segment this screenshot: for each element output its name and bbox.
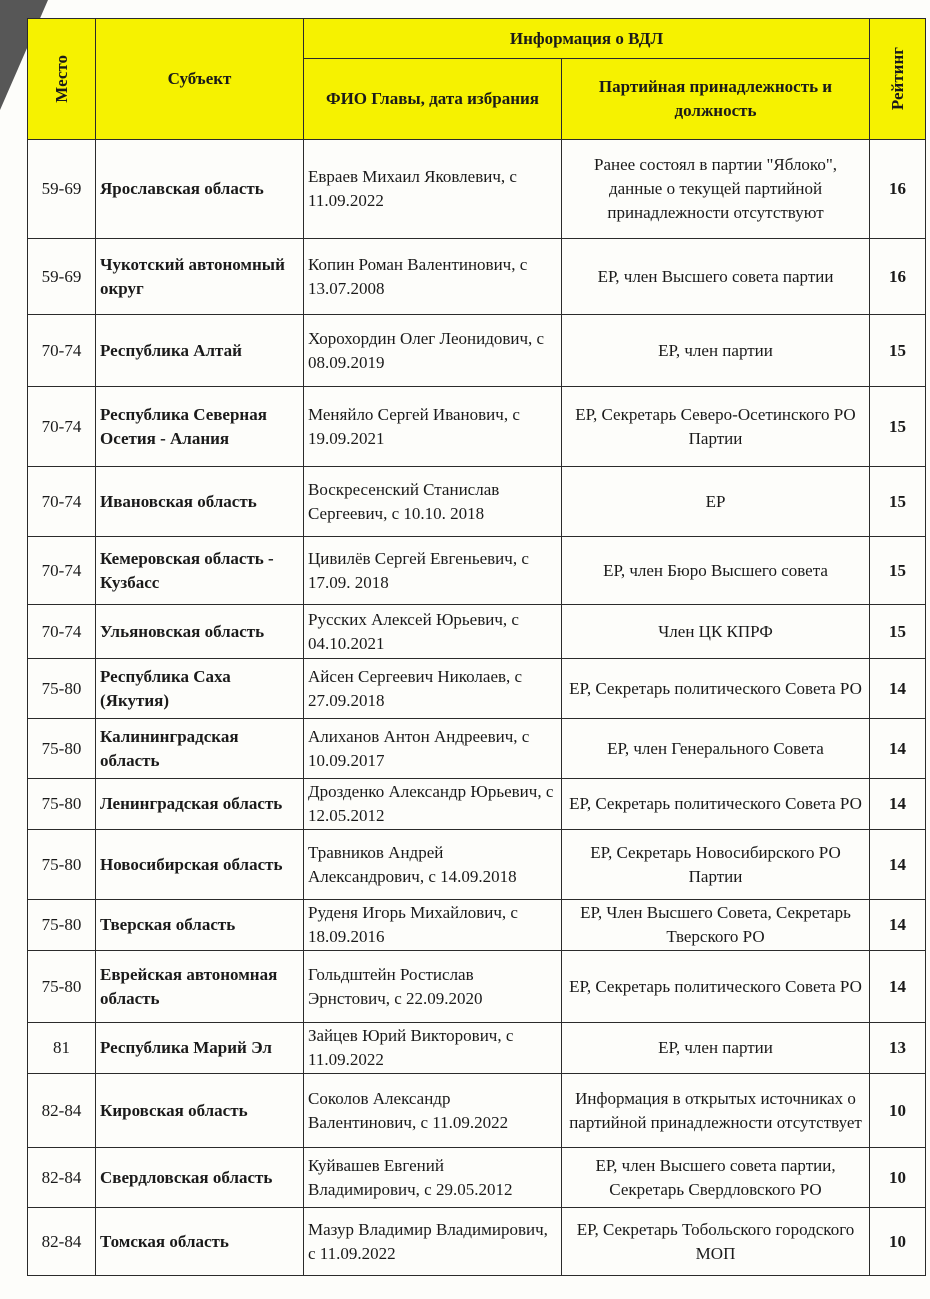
cell-party: ЕР, член Генерального Совета <box>562 719 870 779</box>
cell-place: 70-74 <box>28 315 96 387</box>
cell-subject: Кемеровская область - Кузбасс <box>96 537 304 605</box>
header-subject: Субъект <box>96 19 304 140</box>
table-row <box>28 1148 926 1208</box>
cell-place: 70-74 <box>28 537 96 605</box>
cell-rating: 15 <box>870 315 926 387</box>
cell-party: ЕР, Секретарь политического Совета РО <box>562 659 870 719</box>
cell-subject: Республика Алтай <box>96 315 304 387</box>
cell-party: ЕР, член Высшего совета партии <box>562 239 870 315</box>
cell-place: 75-80 <box>28 951 96 1023</box>
cell-head-name: Алиханов Антон Андреевич, с 10.09.2017 <box>304 719 562 779</box>
table-row <box>28 605 926 659</box>
cell-subject: Кировская область <box>96 1074 304 1148</box>
cell-place: 81 <box>28 1023 96 1074</box>
cell-head-name: Русских Алексей Юрьевич, с 04.10.2021 <box>304 605 562 659</box>
cell-rating: 10 <box>870 1208 926 1276</box>
cell-party: ЕР, Секретарь Новосибирского РО Партии <box>562 830 870 900</box>
cell-subject: Калининградская область <box>96 719 304 779</box>
cell-head-name: Евраев Михаил Яковлевич, с 11.09.2022 <box>304 140 562 239</box>
cell-head-name: Куйвашев Евгений Владимирович, с 29.05.2012 <box>304 1148 562 1208</box>
cell-party: ЕР, Секретарь Северо-Осетинского РО Партии <box>562 387 870 467</box>
cell-subject: Республика Северная Осетия - Алания <box>96 387 304 467</box>
cell-rating: 16 <box>870 140 926 239</box>
cell-place: 82-84 <box>28 1148 96 1208</box>
cell-rating: 15 <box>870 605 926 659</box>
cell-party: ЕР, Секретарь политического Совета РО <box>562 951 870 1023</box>
cell-party: Член ЦК КПРФ <box>562 605 870 659</box>
table-body <box>28 140 926 1276</box>
cell-head-name: Меняйло Сергей Иванович, с 19.09.2021 <box>304 387 562 467</box>
cell-party: ЕР, Секретарь политического Совета РО <box>562 779 870 830</box>
cell-party: ЕР, Член Высшего Совета, Секретарь Тверского РО <box>562 900 870 951</box>
table-row <box>28 1023 926 1074</box>
cell-rating: 10 <box>870 1074 926 1148</box>
cell-place: 70-74 <box>28 467 96 537</box>
header-vdl-info: Информация о ВДЛ <box>304 19 870 59</box>
cell-head-name: Травников Андрей Александрович, с 14.09.2018 <box>304 830 562 900</box>
cell-place: 70-74 <box>28 387 96 467</box>
cell-place: 59-69 <box>28 140 96 239</box>
cell-subject: Ярославская область <box>96 140 304 239</box>
cell-subject: Чукотский автономный округ <box>96 239 304 315</box>
cell-party: ЕР <box>562 467 870 537</box>
cell-place: 75-80 <box>28 830 96 900</box>
table-row <box>28 315 926 387</box>
cell-subject: Ульяновская область <box>96 605 304 659</box>
cell-place: 75-80 <box>28 719 96 779</box>
cell-rating: 14 <box>870 830 926 900</box>
table-row <box>28 900 926 951</box>
table-row <box>28 239 926 315</box>
cell-subject: Ленинградская область <box>96 779 304 830</box>
cell-head-name: Соколов Александр Валентинович, с 11.09.2022 <box>304 1074 562 1148</box>
cell-rating: 14 <box>870 951 926 1023</box>
cell-rating: 14 <box>870 719 926 779</box>
cell-rating: 15 <box>870 467 926 537</box>
cell-head-name: Мазур Владимир Владимирович, с 11.09.2022 <box>304 1208 562 1276</box>
table-row <box>28 719 926 779</box>
header-place: Место <box>28 19 96 140</box>
cell-rating: 10 <box>870 1148 926 1208</box>
cell-place: 82-84 <box>28 1074 96 1148</box>
cell-subject: Новосибирская область <box>96 830 304 900</box>
header-rating: Рейтинг <box>870 19 926 140</box>
cell-party: Информация в открытых источниках о партийной принадлежности отсутствует <box>562 1074 870 1148</box>
cell-head-name: Зайцев Юрий Викторович, с 11.09.2022 <box>304 1023 562 1074</box>
governors-rating-table <box>27 18 926 1276</box>
cell-head-name: Воскресенский Станислав Сергеевич, с 10.10. 2018 <box>304 467 562 537</box>
table-row <box>28 1208 926 1276</box>
cell-place: 75-80 <box>28 900 96 951</box>
cell-party: ЕР, член партии <box>562 1023 870 1074</box>
cell-party: Ранее состоял в партии "Яблоко", данные о текущей партийной принадлежности отсутствуют <box>562 140 870 239</box>
cell-rating: 15 <box>870 387 926 467</box>
cell-place: 59-69 <box>28 239 96 315</box>
table-row <box>28 387 926 467</box>
table-row <box>28 140 926 239</box>
table-row <box>28 467 926 537</box>
cell-rating: 14 <box>870 900 926 951</box>
cell-head-name: Копин Роман Валентинович, с 13.07.2008 <box>304 239 562 315</box>
cell-party: ЕР, Секретарь Тобольского городского МОП <box>562 1208 870 1276</box>
cell-head-name: Цивилёв Сергей Евгеньевич, с 17.09. 2018 <box>304 537 562 605</box>
header-head-name: ФИО Главы, дата избрания <box>304 59 562 140</box>
cell-place: 75-80 <box>28 659 96 719</box>
table-row <box>28 951 926 1023</box>
cell-party: ЕР, член Высшего совета партии, Секретарь Свердловского РО <box>562 1148 870 1208</box>
table-row <box>28 659 926 719</box>
cell-subject: Республика Саха (Якутия) <box>96 659 304 719</box>
table-row <box>28 537 926 605</box>
header-party: Партийная принадлежность и должность <box>562 59 870 140</box>
cell-subject: Свердловская область <box>96 1148 304 1208</box>
cell-place: 75-80 <box>28 779 96 830</box>
cell-rating: 13 <box>870 1023 926 1074</box>
table-row <box>28 779 926 830</box>
cell-subject: Ивановская область <box>96 467 304 537</box>
cell-head-name: Дрозденко Александр Юрьевич, с 12.05.2012 <box>304 779 562 830</box>
cell-party: ЕР, член Бюро Высшего совета <box>562 537 870 605</box>
cell-subject: Томская область <box>96 1208 304 1276</box>
cell-head-name: Гольдштейн Ростислав Эрнстович, с 22.09.2020 <box>304 951 562 1023</box>
cell-subject: Республика Марий Эл <box>96 1023 304 1074</box>
cell-subject: Тверская область <box>96 900 304 951</box>
table-row <box>28 1074 926 1148</box>
cell-head-name: Айсен Сергеевич Николаев, с 27.09.2018 <box>304 659 562 719</box>
cell-place: 82-84 <box>28 1208 96 1276</box>
cell-head-name: Руденя Игорь Михайлович, с 18.09.2016 <box>304 900 562 951</box>
cell-party: ЕР, член партии <box>562 315 870 387</box>
cell-rating: 14 <box>870 659 926 719</box>
cell-rating: 15 <box>870 537 926 605</box>
cell-place: 70-74 <box>28 605 96 659</box>
cell-head-name: Хорохордин Олег Леонидович, с 08.09.2019 <box>304 315 562 387</box>
cell-rating: 16 <box>870 239 926 315</box>
cell-subject: Еврейская автономная область <box>96 951 304 1023</box>
table-row <box>28 830 926 900</box>
cell-rating: 14 <box>870 779 926 830</box>
